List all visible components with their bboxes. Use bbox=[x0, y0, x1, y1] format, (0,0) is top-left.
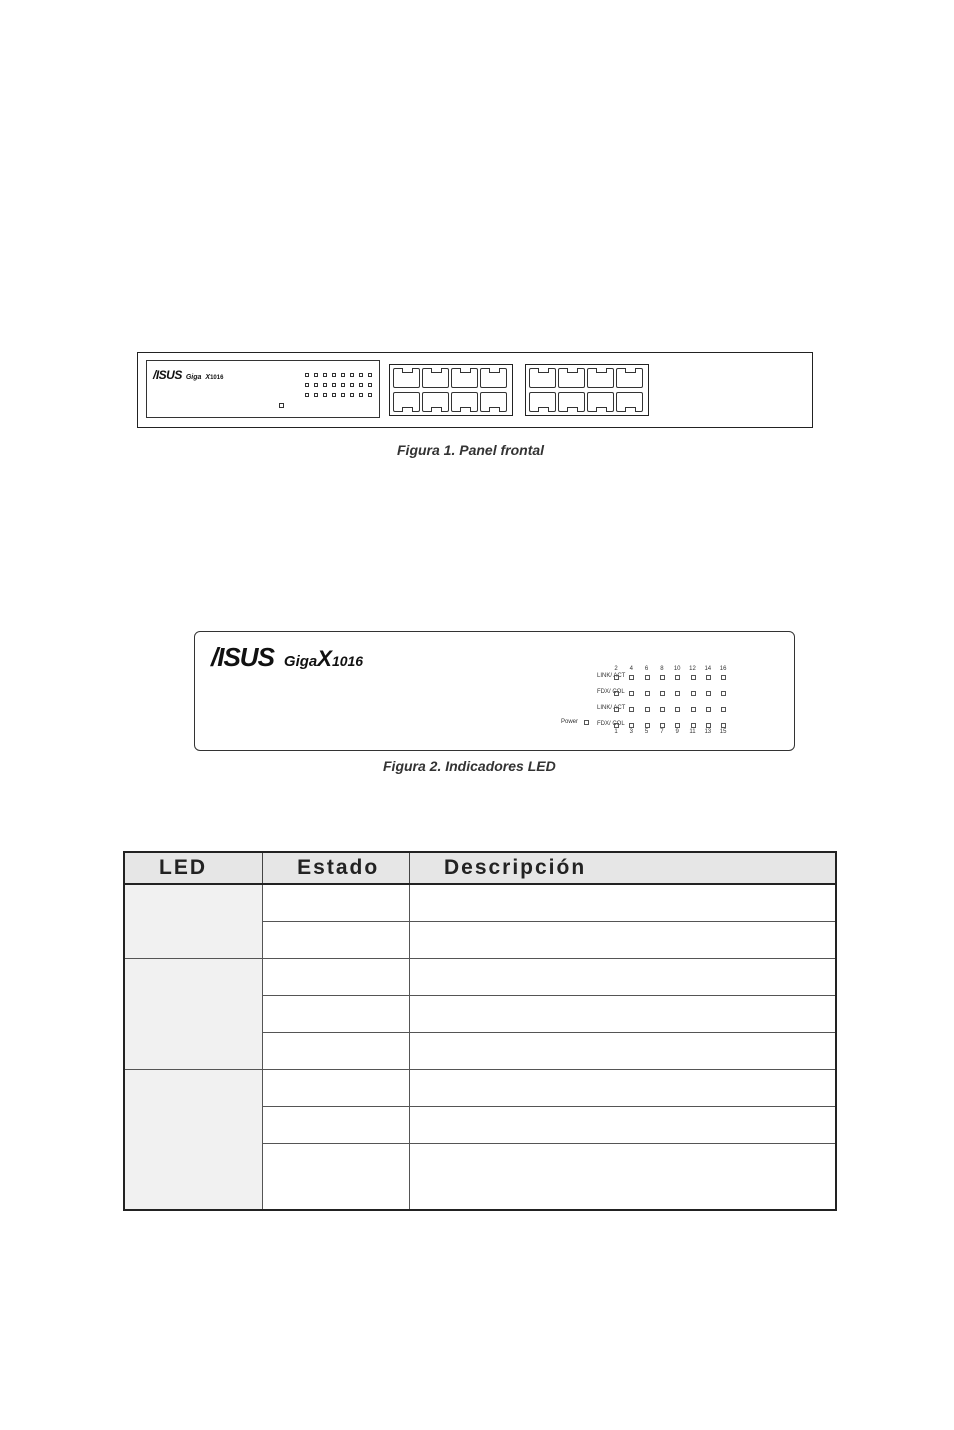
descripcion-cell bbox=[409, 1144, 836, 1211]
logo-brand: /ISUS bbox=[211, 642, 274, 672]
led-indicator bbox=[314, 383, 318, 387]
port-number-bottom: 1 bbox=[614, 729, 618, 735]
led-indicator bbox=[660, 723, 665, 728]
led-indicators-figure bbox=[194, 631, 795, 751]
port-block-left bbox=[389, 364, 513, 416]
led-indicator bbox=[691, 707, 696, 712]
table-row bbox=[124, 959, 836, 996]
led-indicator bbox=[645, 691, 650, 696]
logo-model: 1016 bbox=[331, 653, 364, 669]
figure2-caption: Figura 2. Indicadores LED bbox=[383, 758, 556, 774]
ethernet-port bbox=[529, 392, 556, 412]
ethernet-port bbox=[616, 392, 643, 412]
led-indicator bbox=[721, 691, 726, 696]
ethernet-port bbox=[558, 368, 585, 388]
led-row-label: LINK/ ACT bbox=[597, 705, 626, 711]
led-indicator bbox=[332, 383, 336, 387]
port-block-right bbox=[525, 364, 649, 416]
led-indicator bbox=[629, 723, 634, 728]
port-number-bottom: 15 bbox=[719, 729, 727, 735]
led-indicator bbox=[629, 675, 634, 680]
front-panel-logo bbox=[153, 366, 223, 384]
front-panel-led-grid bbox=[305, 373, 372, 397]
port-number-bottom: 5 bbox=[644, 729, 649, 735]
led-indicator bbox=[323, 383, 327, 387]
ethernet-port bbox=[480, 368, 507, 388]
estado-cell bbox=[263, 996, 410, 1033]
logo-model: 1016 bbox=[210, 375, 224, 381]
led-indicator bbox=[314, 373, 318, 377]
port-number-bottom: 13 bbox=[704, 729, 712, 735]
led-indicator bbox=[721, 707, 726, 712]
descripcion-cell bbox=[409, 1107, 836, 1144]
estado-cell bbox=[263, 1144, 410, 1211]
estado-cell bbox=[263, 959, 410, 996]
led-cell bbox=[124, 959, 263, 1070]
led-row-label: FDX/ COL bbox=[597, 721, 625, 727]
port-number-bottom: 11 bbox=[689, 729, 696, 735]
port-number-top: 6 bbox=[644, 666, 649, 672]
ethernet-port bbox=[616, 368, 643, 388]
descripcion-cell bbox=[409, 1070, 836, 1107]
port-number-top: 14 bbox=[704, 666, 712, 672]
front-panel-power-led bbox=[279, 403, 284, 408]
led-indicator bbox=[368, 383, 372, 387]
led-indicator bbox=[332, 373, 336, 377]
ethernet-port bbox=[451, 392, 478, 412]
led-indicator bbox=[305, 383, 309, 387]
ethernet-port bbox=[529, 368, 556, 388]
descripcion-cell bbox=[409, 959, 836, 996]
logo-product: Giga bbox=[185, 374, 202, 381]
led-indicator bbox=[660, 707, 665, 712]
power-label: Power bbox=[561, 719, 579, 725]
led-indicator bbox=[675, 707, 680, 712]
logo-x: X bbox=[317, 646, 332, 671]
led-indicator bbox=[660, 675, 665, 680]
led-indicator bbox=[706, 723, 711, 728]
led-indicator bbox=[645, 723, 650, 728]
ethernet-port bbox=[480, 392, 507, 412]
ethernet-port bbox=[393, 368, 420, 388]
led-indicator bbox=[691, 691, 696, 696]
ethernet-port bbox=[587, 392, 614, 412]
port-number-top: 4 bbox=[629, 666, 633, 672]
logo-x: X bbox=[205, 374, 211, 381]
led-indicator bbox=[721, 723, 726, 728]
header-led: LED bbox=[124, 852, 263, 884]
led-indicator bbox=[359, 383, 363, 387]
led-indicator bbox=[675, 691, 680, 696]
port-number-top: 2 bbox=[614, 666, 618, 672]
estado-cell bbox=[263, 1070, 410, 1107]
led-row-label: FDX/ COL bbox=[597, 689, 625, 695]
power-led bbox=[584, 720, 589, 725]
led-indicator bbox=[614, 675, 619, 680]
led-indicator bbox=[629, 691, 634, 696]
led-indicator bbox=[691, 723, 696, 728]
led-cell bbox=[124, 884, 263, 959]
table-header-row bbox=[124, 852, 836, 884]
ethernet-port bbox=[558, 392, 585, 412]
led-indicator bbox=[305, 393, 309, 397]
ethernet-port bbox=[422, 392, 449, 412]
estado-cell bbox=[263, 1033, 410, 1070]
led-indicator bbox=[614, 707, 619, 712]
led-indicator bbox=[332, 393, 336, 397]
led-indicator bbox=[614, 723, 619, 728]
figure1-caption: Figura 1. Panel frontal bbox=[397, 442, 545, 458]
ethernet-port bbox=[393, 392, 420, 412]
led-panel-logo bbox=[211, 642, 363, 673]
led-indicator bbox=[368, 373, 372, 377]
led-indicator bbox=[359, 393, 363, 397]
port-number-bottom: 9 bbox=[675, 729, 679, 735]
front-panel-figure bbox=[137, 352, 813, 428]
led-indicator bbox=[323, 373, 327, 377]
led-cell bbox=[124, 1070, 263, 1211]
estado-cell bbox=[263, 884, 410, 922]
led-indicator bbox=[341, 393, 345, 397]
ethernet-port bbox=[422, 368, 449, 388]
port-number-bottom: 3 bbox=[629, 729, 633, 735]
led-indicator bbox=[660, 691, 665, 696]
led-indicator bbox=[706, 691, 711, 696]
port-number-top: 8 bbox=[660, 666, 664, 672]
ethernet-port bbox=[451, 368, 478, 388]
led-indicator bbox=[706, 707, 711, 712]
descripcion-cell bbox=[409, 884, 836, 922]
led-indicator bbox=[645, 707, 650, 712]
estado-cell bbox=[263, 1107, 410, 1144]
ethernet-port bbox=[587, 368, 614, 388]
led-indicator bbox=[314, 393, 318, 397]
led-indicator bbox=[323, 393, 327, 397]
led-indicator bbox=[350, 393, 354, 397]
led-indicator bbox=[359, 373, 363, 377]
led-indicator bbox=[341, 383, 345, 387]
led-indicator bbox=[675, 675, 680, 680]
led-status-table bbox=[123, 851, 837, 1211]
port-number-bottom: 7 bbox=[660, 729, 664, 735]
descripcion-cell bbox=[409, 1033, 836, 1070]
descripcion-cell bbox=[409, 922, 836, 959]
descripcion-cell bbox=[409, 996, 836, 1033]
led-indicator bbox=[675, 723, 680, 728]
led-indicator bbox=[341, 373, 345, 377]
port-number-top: 10 bbox=[673, 666, 681, 672]
estado-cell bbox=[263, 922, 410, 959]
led-indicator bbox=[350, 373, 354, 377]
header-estado: Estado bbox=[263, 852, 410, 884]
led-indicator bbox=[721, 675, 726, 680]
led-row-label: LINK/ ACT bbox=[597, 673, 626, 679]
port-number-top: 12 bbox=[689, 666, 696, 672]
logo-brand: /ISUS bbox=[153, 368, 182, 382]
led-indicator bbox=[305, 373, 309, 377]
led-indicator bbox=[706, 675, 711, 680]
front-panel-led-area bbox=[146, 360, 380, 418]
logo-product: Giga bbox=[283, 653, 318, 670]
header-descripcion: Descripción bbox=[409, 852, 836, 884]
port-number-top: 16 bbox=[719, 666, 727, 672]
table-row bbox=[124, 884, 836, 922]
led-indicator bbox=[368, 393, 372, 397]
led-indicator bbox=[691, 675, 696, 680]
led-indicator bbox=[629, 707, 634, 712]
table-row bbox=[124, 1070, 836, 1107]
led-indicator bbox=[350, 383, 354, 387]
led-indicator bbox=[614, 691, 619, 696]
led-indicator bbox=[645, 675, 650, 680]
